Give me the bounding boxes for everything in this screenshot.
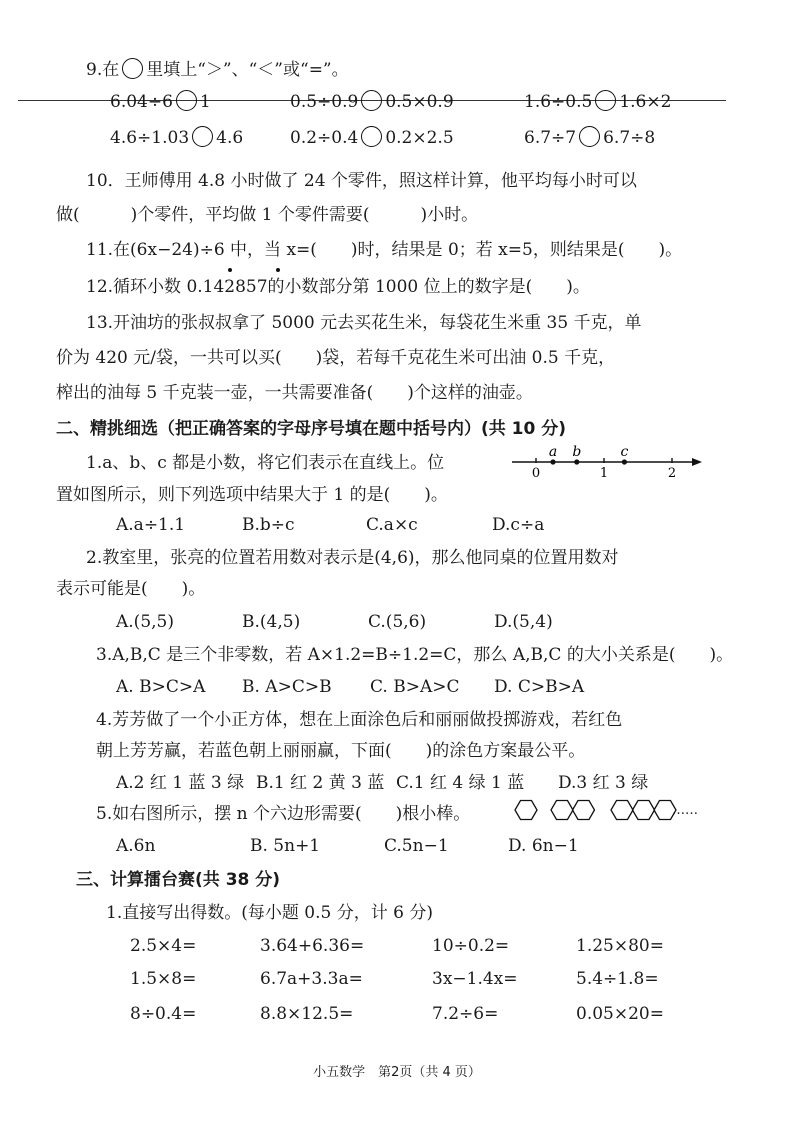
answer-circle-icon bbox=[122, 58, 143, 79]
number-line bbox=[506, 440, 706, 484]
s2-q1-opt-c: C.a×c bbox=[366, 515, 418, 535]
number-line-point-label: b bbox=[572, 444, 582, 460]
number-line-point bbox=[574, 459, 579, 464]
q9-r1-c2-left: 0.5÷0.9 bbox=[290, 92, 359, 112]
hexagon-shape bbox=[515, 801, 537, 820]
hexagon-ellipsis: …… bbox=[672, 803, 698, 818]
s2-q3-opt-b: B. A>C>B bbox=[242, 677, 332, 697]
q9-r1-c3-left: 1.6÷0.5 bbox=[524, 92, 593, 112]
s2-q2-opt-a: A.(5,5) bbox=[116, 612, 174, 632]
s2-q1-opt-b: B.b÷c bbox=[242, 515, 295, 535]
s2-q2-line2: 表示可能是( )。 bbox=[56, 579, 206, 599]
s2-q1-line2: 置如图所示，则下列选项中结果大于 1 的是( )。 bbox=[56, 485, 448, 505]
q9-r2-c2-right: 0.2×2.5 bbox=[385, 128, 454, 148]
q9-r2-c3-right: 6.7÷8 bbox=[603, 128, 656, 148]
q12: 12.循环小数 0.142857的小数部分第 1000 位上的数字是( )。 bbox=[86, 277, 590, 297]
s2-q4-opt-c: C.1 红 4 绿 1 蓝 bbox=[396, 773, 525, 793]
s2-q3-line1: 3.A,B,C 是三个非零数，若 A×1.2=B÷1.2=C，那么 A,B,C 的大小关系是( )。 bbox=[96, 645, 734, 665]
calc-r1-c3: 10÷0.2= bbox=[432, 936, 510, 956]
arrow-head-icon bbox=[692, 458, 702, 466]
q10-line1: 10．王师傅用 4.8 小时做了 24 个零件，照这样计算，他平均每小时可以 bbox=[86, 171, 637, 191]
q9-r1-c3-right: 1.6×2 bbox=[619, 92, 672, 112]
s2-q2-line1: 2.教室里，张亮的位置若用数对表示是(4,6)，那么他同桌的位置用数对 bbox=[86, 548, 619, 568]
q9-row2-item3 bbox=[524, 126, 655, 149]
number-line-point bbox=[550, 459, 555, 464]
s2-q2-opt-b: B.(4,5) bbox=[242, 612, 301, 632]
s2-q5-line1: 5.如右图所示，摆 n 个六边形需要( )根小棒。 bbox=[96, 804, 471, 824]
q9-row1-item1 bbox=[110, 90, 211, 113]
calc-r3-c2: 8.8×12.5= bbox=[260, 1004, 354, 1024]
q11: 11.在(6x−24)÷6 中，当 x=( )时，结果是 0；若 x=5，则结果是( )。 bbox=[86, 240, 683, 260]
answer-circle[interactable] bbox=[595, 90, 616, 111]
q9-r2-c3-left: 6.7÷7 bbox=[524, 128, 577, 148]
answer-circle[interactable] bbox=[579, 126, 600, 147]
q9-intro-b: 里填上“＞”、“＜”或“=”。 bbox=[146, 60, 349, 80]
q9-r1-c2-right: 0.5×0.9 bbox=[385, 92, 454, 112]
s2-q5-opt-d: D. 6n−1 bbox=[508, 836, 579, 856]
q9-intro bbox=[86, 58, 349, 81]
calc-r2-c2: 6.7a+3.3a= bbox=[260, 969, 363, 989]
number-line-label: 1 bbox=[599, 466, 609, 481]
number-line-point bbox=[622, 459, 627, 464]
s2-q4-line1: 4.芳芳做了一个小正方体，想在上面涂色后和丽丽做投掷游戏，若红色 bbox=[96, 710, 623, 730]
q9-row1-item2 bbox=[290, 90, 454, 113]
page-footer: 小五数学 第2页（共 4 页） bbox=[313, 1065, 481, 1080]
hexagon-shape bbox=[633, 801, 655, 820]
s2-q4-opt-a: A.2 红 1 蓝 3 绿 bbox=[116, 773, 245, 793]
hexagon-shape bbox=[551, 801, 573, 820]
s2-q2-opt-c: C.(5,6) bbox=[368, 612, 427, 632]
repeat-dot-end bbox=[276, 268, 280, 272]
q13-line3: 榨出的油每 5 千克装一壶，一共需要准备( )个这样的油壶。 bbox=[56, 383, 533, 403]
s2-q1-line1: 1.a、b、c 都是小数，将它们表示在直线上。位 bbox=[86, 453, 445, 473]
s3-q1-title: 1.直接写出得数。(每小题 0.5 分，计 6 分) bbox=[106, 903, 433, 923]
s2-q4-line2: 朝上芳芳赢，若蓝色朝上丽丽赢，下面( )的涂色方案最公平。 bbox=[96, 741, 586, 761]
answer-circle[interactable] bbox=[361, 126, 382, 147]
answer-circle[interactable] bbox=[361, 90, 382, 111]
q9-r1-c1-right: 1 bbox=[199, 92, 211, 112]
calc-r2-c3: 3x−1.4x= bbox=[432, 969, 518, 989]
s2-q2-opt-d: D.(5,4) bbox=[494, 612, 553, 632]
calc-r1-c1: 2.5×4= bbox=[130, 936, 197, 956]
q13-line1: 13.开油坊的张叔叔拿了 5000 元去买花生米，每袋花生米重 35 千克，单 bbox=[86, 313, 642, 333]
calc-r2-c1: 1.5×8= bbox=[130, 969, 197, 989]
repeat-dot-start bbox=[228, 268, 232, 272]
answer-circle[interactable] bbox=[192, 126, 213, 147]
s2-q5-opt-b: B. 5n+1 bbox=[250, 836, 321, 856]
s2-q1-opt-a: A.a÷1.1 bbox=[116, 515, 186, 535]
s2-q4-opt-d: D.3 红 3 绿 bbox=[558, 773, 649, 793]
calc-r1-c2: 3.64+6.36= bbox=[260, 936, 365, 956]
q9-row1-item3 bbox=[524, 90, 671, 113]
section2-title: 二、精挑细选（把正确答案的字母序号填在题中括号内）(共 10 分) bbox=[56, 419, 567, 439]
q9-r2-c1-left: 4.6÷1.03 bbox=[110, 128, 190, 148]
q13-line2: 价为 420 元/袋，一共可以买( )袋，若每千克花生米可出油 0.5 千克， bbox=[56, 348, 616, 368]
answer-circle[interactable] bbox=[176, 90, 197, 111]
section3-title: 三、计算擂台赛(共 38 分) bbox=[76, 870, 281, 890]
s2-q3-opt-a: A. B>C>A bbox=[116, 677, 206, 697]
q9-intro-a: 9.在 bbox=[86, 60, 120, 80]
q9-row2-item1 bbox=[110, 126, 243, 149]
s2-q5-opt-c: C.5n−1 bbox=[384, 836, 449, 856]
s2-q5-opt-a: A.6n bbox=[116, 836, 156, 856]
calc-r3-c1: 8÷0.4= bbox=[130, 1004, 197, 1024]
s2-q3-opt-d: D. C>B>A bbox=[494, 677, 585, 697]
q9-row2-item2 bbox=[290, 126, 454, 149]
number-line-point-label: c bbox=[620, 444, 629, 460]
q9-r2-c1-right: 4.6 bbox=[216, 128, 244, 148]
q9-r1-c1-left: 6.04÷6 bbox=[110, 92, 173, 112]
hexagon-shape bbox=[611, 801, 633, 820]
hexagon-shape bbox=[573, 801, 595, 820]
calc-r1-c4: 1.25×80= bbox=[576, 936, 664, 956]
number-line-point-label: a bbox=[548, 444, 558, 460]
q10-line2: 做( )个零件，平均做 1 个零件需要( )小时。 bbox=[56, 205, 479, 225]
calc-r2-c4: 5.4÷1.8= bbox=[576, 969, 659, 989]
s2-q1-opt-d: D.c÷a bbox=[492, 515, 545, 535]
calc-r3-c3: 7.2÷6= bbox=[432, 1004, 499, 1024]
number-line-label: 0 bbox=[531, 466, 541, 481]
number-line-label: 2 bbox=[667, 466, 677, 481]
q9-r2-c2-left: 0.2÷0.4 bbox=[290, 128, 359, 148]
s2-q3-opt-c: C. B>A>C bbox=[370, 677, 460, 697]
calc-r3-c4: 0.05×20= bbox=[576, 1004, 664, 1024]
s2-q4-opt-b: B.1 红 2 黄 3 蓝 bbox=[256, 773, 385, 793]
